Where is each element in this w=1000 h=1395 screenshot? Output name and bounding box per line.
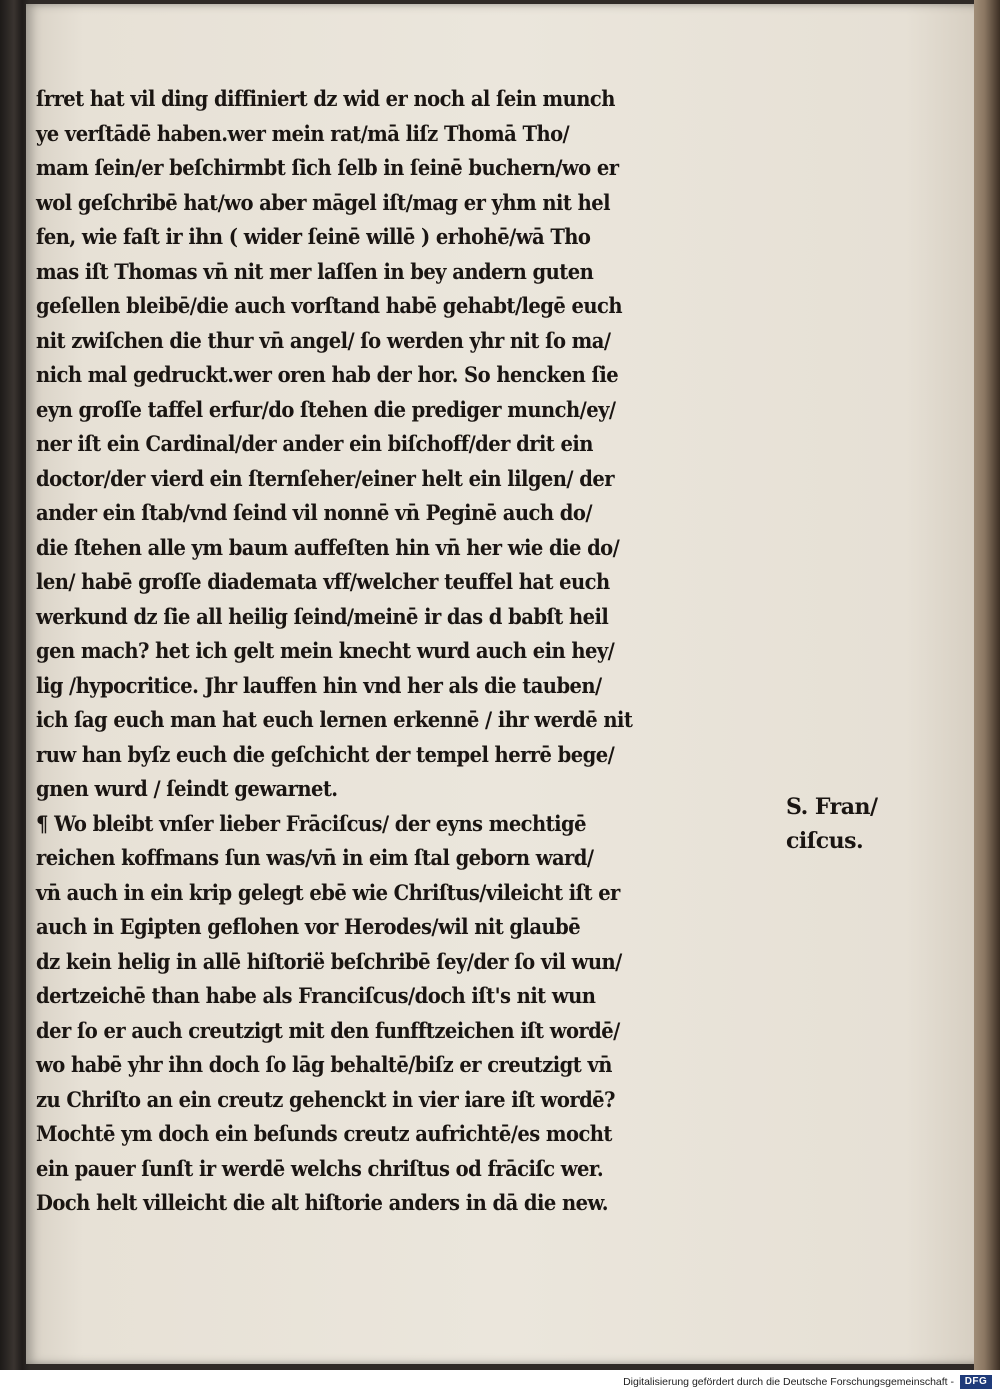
text-line: vn̄ auch in ein krip gelegt ebē wie Chriſtus/vileicht iſt er [36,879,620,905]
text-line: der ſo er auch creutzigt mit den funfftzeichen iſt wordē/ [36,1017,620,1043]
text-line: nit zwiſchen die thur vn̄ angel/ ſo werden yhr nit ſo ma/ [36,327,611,353]
text-line: ich ſag euch man hat euch lernen erkennē / ihr werdē nit [36,707,633,732]
text-line: mas iſt Thomas vn̄ nit mer laſſen in bey andern guten [36,258,594,284]
text-line: lig /hypocritice. Jhr lauffen hin vnd her als die tauben/ [36,672,602,698]
text-line: ein pauer ſunſt ir werdē welchs chriſtus od frāciſc wer. [36,1155,604,1181]
text-line: zu Chriſto an ein creutz gehenckt in vier iare iſt wordē? [36,1086,615,1112]
text-line: nich mal gedruckt.wer oren hab der hor. So hencken ſie [36,362,619,387]
footer-bar [0,1370,1000,1395]
text-line: wol geſchribē hat/wo aber māgel iſt/mag er yhm nit hel [36,189,610,215]
text-line: geſellen bleibē/die auch vorſtand habē gehabt/legē euch [36,293,622,318]
text-line: ander ein ſtab/vnd ſeind vil nonnē vn̄ Peginē auch do/ [36,500,592,525]
text-line: doctor/der vierd ein ſternſeher/einer helt ein lilgen/ der [36,465,614,491]
body-text [36,82,796,1221]
text-line: mam ſein/er beſchirmbt ſich ſelb in ſeinē buchern/wo er [36,155,619,180]
text-line: ner iſt ein Cardinal/der ander ein biſchoff/der drit ein [36,431,593,456]
text-line: ¶ Wo bleibt vnſer lieber Frāciſcus/ der eyns mechtigē [36,810,586,836]
margin-note-line: S. Fran/ [786,794,878,820]
text-line: fen, wie faſt ir ihn ( wider ſeinē willē ) erhohē/wā Tho [36,224,591,249]
dfg-logo: DFG [960,1375,992,1389]
text-line: werkund dz ſie all heilig ſeind/meinē ir das d babſt heil [36,603,609,629]
text-line: dz kein helig in allē hiſtorië beſchribē ſey/der ſo vil wun/ [36,948,622,974]
funding-credit: Digitalisierung gefördert durch die Deutsche Forschungsgemeinschaft - [623,1376,954,1388]
text-line: ye verſtādē haben.wer mein rat/mā liſz Thomā Tho/ [36,120,570,146]
text-line: wo habē yhr ihn doch ſo lāg behaltē/biſz er creutzigt vn̄ [36,1052,612,1077]
text-line: ſrret hat vil ding diffiniert dz wid er noch al ſein munch [36,86,615,111]
text-line: Doch helt villeicht die alt hiſtorie anders in dā die new. [36,1190,609,1215]
margin-note [786,790,936,858]
text-line: gnen wurd / ſeindt gewarnet. [36,776,338,801]
text-line: len/ habē groſſe diademata vff/welcher teuffel hat euch [36,569,610,594]
text-line: auch in Egipten geflohen vor Herodes/wil nit glaubē [36,914,581,939]
page-edge [974,0,1000,1370]
text-line: reichen koffmans ſun was/vn̄ in eim ſtal geborn ward/ [36,845,594,870]
text-line: die ſtehen alle ym baum auffeſten hin vn̄ her wie die do/ [36,534,620,560]
text-line: dertzeichē than habe als Franciſcus/doch iſt's nit wun [36,983,596,1008]
text-line: Mochtē ym doch ein beſunds creutz aufrichtē/es mocht [36,1121,612,1146]
margin-note-line: ciſcus. [786,828,864,854]
text-line: gen mach? het ich gelt mein knecht wurd auch ein hey/ [36,638,615,663]
text-line: ruw han byſz euch die geſchicht der tempel herrē bege/ [36,741,615,767]
text-line: eyn groſſe taffel erfur/do ſtehen die prediger munch/ey/ [36,396,616,422]
